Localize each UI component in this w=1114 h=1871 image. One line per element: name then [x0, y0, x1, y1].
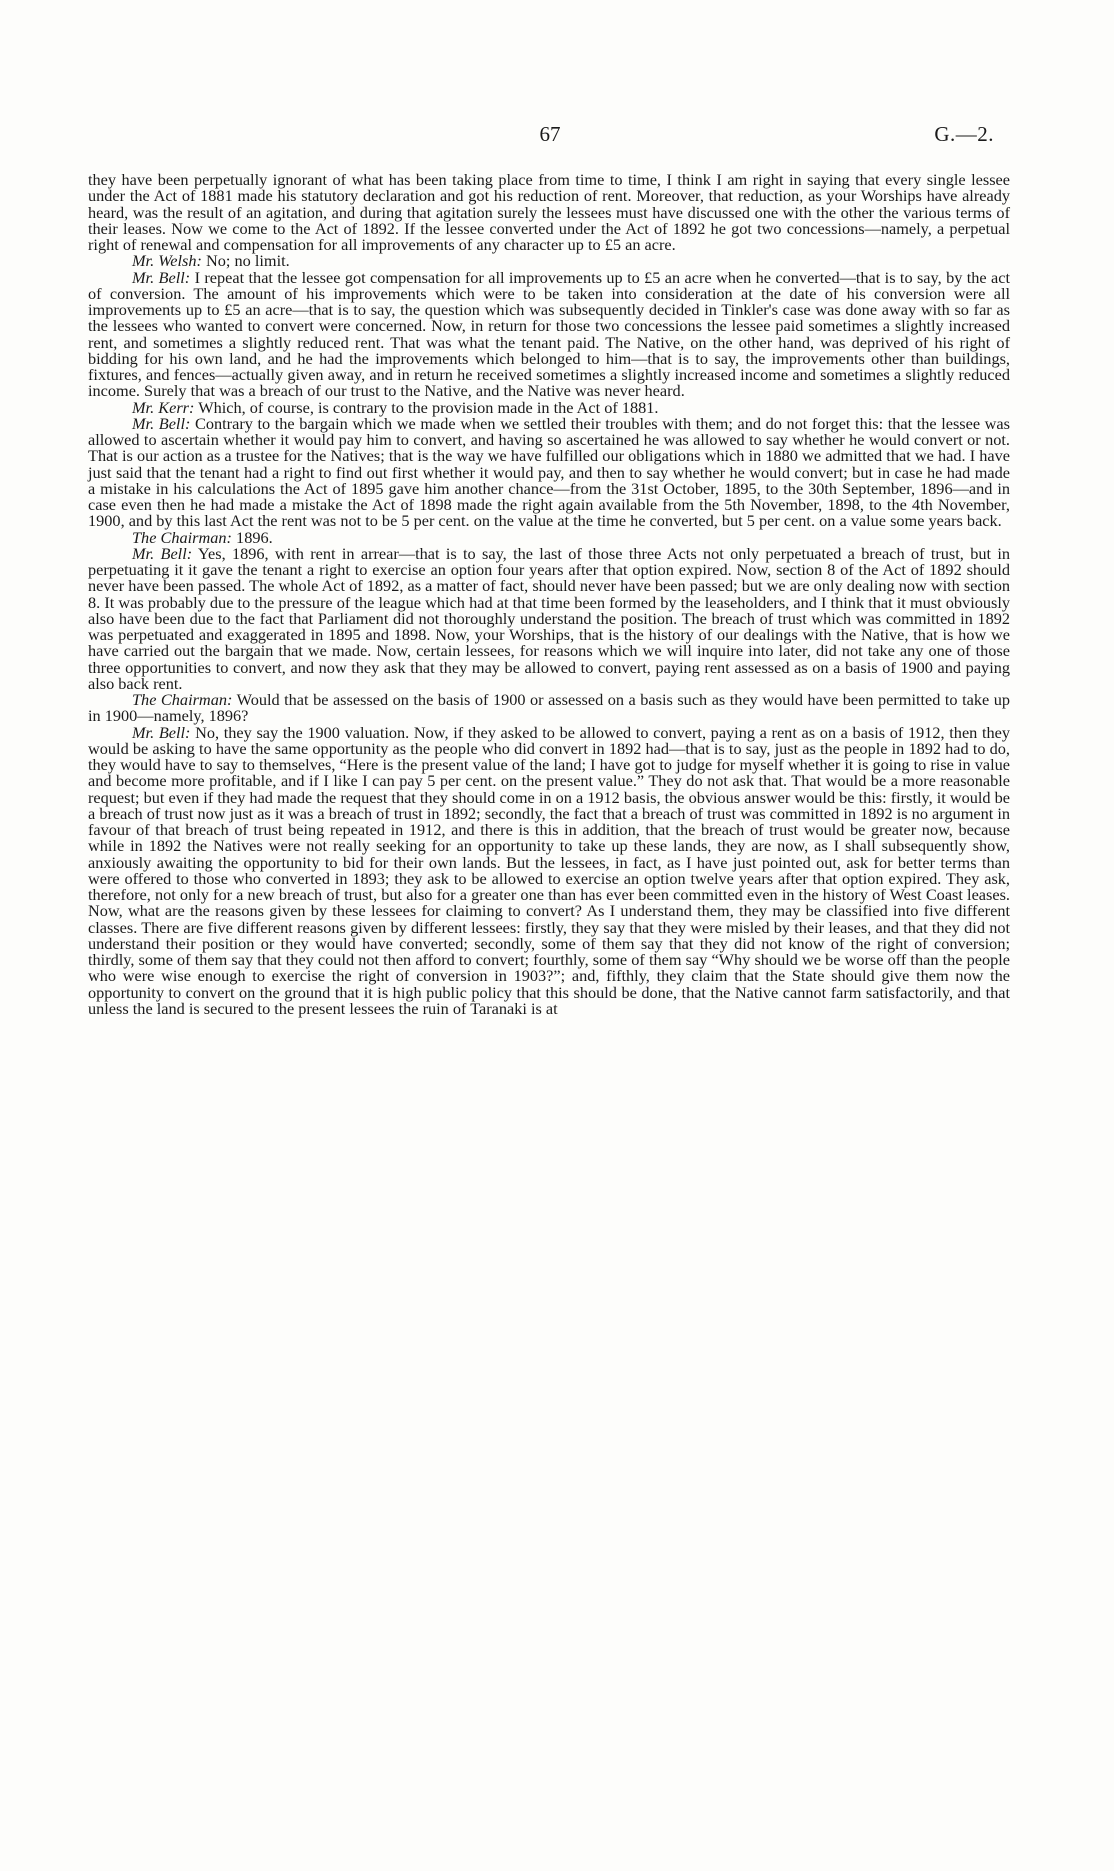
- speaker-name: The Chairman:: [132, 690, 233, 709]
- paragraph-text: No, they say the 1900 valuation. Now, if they asked to be allowed to convert, paying a rent as on a basis of 1912, then they would be asking to have the same opportunity as the people who did convert in 1892 had—that is to say, just as the people in 1892 had to do, they would have to say to themselves, “Here is the present value of the land; I have got to judge for myself whether it is going to rise in value and become more profitable, and if I like I can pay 5 per cent. on the present value.” They do not ask that. That would be a more reasonable request; but even if they had made the request that they should come in on a 1912 basis, the obvious answer would be this: firstly, it would be a breach of trust now just as it was a breach of trust in 1892; secondly, the fact that a breach of trust was committed in 1892 is no argument in favour of that breach of trust being repeated in 1912, and there is this in addition, that the breach of trust would be greater now, because while in 1892 the Natives were not really seeking for an opportunity to take up these lands, they are now, as I shall subsequently show, anxiously awaiting the opportunity to bid for their own lands. But the lessees, in fact, as I have just pointed out, ask for better terms than were offered to those who converted in 1893; they ask to be allowed to exercise an option twelve years after that option expired. They ask, therefore, not only for a new breach of trust, but also for a greater one than has ever been committed even in the history of West Coast leases. Now, what are the reasons given by these lessees for claiming to convert? As I understand them, they may be classified into five different classes. There are five different reasons given by different lessees: firstly, they say that they were misled by their leases, and that they did not understand their position or they would have converted; secondly, some of them say that they did not know of the right of conversion; thirdly, some of them say that they could not then afford to convert; fourthly, some of them say “Why should we be worse off than the people who were wise enough to exercise the right of conversion in 1903?”; and, fifthly, they claim that the State should give them now the opportunity to convert on the ground that it is high public policy that this should be done, that the Native cannot farm satisfactorily, and that unless the land is secured to the present lessees the ruin of Taranaki is at: [88, 722, 1011, 1018]
- paragraph: [88, 413, 1010, 531]
- paragraph-text: No; no limit.: [206, 251, 290, 271]
- document-body: [88, 172, 1010, 1017]
- paragraph-text: I repeat that the lessee got compensation for all improvements up to £5 an acre when he converted—that is to say, by the act of conversion. The amount of his improvements which were to be taken into consideration at the date of his conversion were all improvements up to £5 an acre—that is to say, the question which was subsequently decided in Tinkler's case was done away with so far as the lessees who wanted to convert were concerned. Now, in return for those two concessions the lessee paid sometimes a slightly increased rent, and sometimes a slightly reduced rent. That was what the tenant paid. The Native, on the other hand, was deprived of his right of bidding for his own land, and he had the improvements which belonged to him—that is to say, the improvements other than buildings, fixtures, and fences—actually given away, and in return he received sometimes a slightly increased income and sometimes a slightly reduced income. Surely that was a breach of our trust to the Native, and the Native was never heard.: [88, 267, 1010, 401]
- speaker-name: Mr. Bell:: [132, 267, 191, 287]
- paragraph: [88, 543, 1010, 693]
- speaker-name: Mr. Bell:: [132, 543, 193, 563]
- page-header: [0, 122, 1114, 152]
- page-number: 67: [539, 122, 561, 146]
- paragraph-text: 1896.: [236, 527, 273, 547]
- paragraph-text: Which, of course, is contrary to the provision made in the Act of 1881.: [198, 397, 659, 417]
- paragraph-text: they have been perpetually ignorant of what has been taking place from time to time, I think I am right in saying that every single lessee under the Act of 1881 made his statutory declaration and got his reduction of rent. Moreover, that reduction, as your Worships have already heard, was the result of an agitation, and during that agitation surely the lessees must have discussed one with the other the various terms of their leases. Now we come to the Act of 1892. If the lessee converted under the Act of 1892 he got two concessions—namely, a perpetual right of renewal and compensation for all improvements of any character up to £5 an acre.: [88, 170, 1010, 254]
- paragraph-text: Contrary to the bargain which we made when we settled their troubles with them; and do not forget this: that the lessee was allowed to ascertain whether it would pay him to convert, and having so ascertained he was allowed to say whether he would convert or not. That is our action as a trustee for the Natives; that is the way we have fulfilled our obligations which in 1880 we admitted that we had. I have just said that the tenant had a right to find out first whether it would pay, and then to say whether he would convert; but in case he had made a mistake in his calculations the Act of 1895 gave him another chance—from the 31st October, 1895, to the 30th September, 1896—and in case even then he had made a mistake the Act of 1898 made the right again available from the 5th November, 1898, to the 4th November, 1900, and by this last Act the rent was not to be 5 per cent. on the value at the time he converted, but 5 per cent. on a value some years back.: [88, 413, 1010, 531]
- speaker-name: Mr. Bell:: [132, 413, 191, 433]
- paragraph-text: Yes, 1896, with rent in arrear—that is to say, the last of those three Acts not only perpetuated a breach of trust, but in perpetuating it it gave the tenant a right to exercise an option four years after that option expired. Now, section 8 of the Act of 1892 should never have been passed. The whole Act of 1892, as a matter of fact, should never have been passed; but we are only dealing now with section 8. It was probably due to the pressure of the league which had at that time been formed by the leaseholders, and I think that it must obviously also have been due to the fact that Parliament did not thoroughly understand the position. The breach of trust which was committed in 1892 was perpetuated and exaggerated in 1895 and 1898. Now, your Worships, that is the history of our dealings with the Native, that is how we have carried out the bargain that we made. Now, certain lessees, for reasons which we will inquire into later, did not take any one of those three opportunities to convert, and now they ask that they may be allowed to convert, paying rent assessed as on a basis of 1900 and paying also back rent.: [88, 543, 1010, 693]
- document-code: G.—2.: [934, 122, 994, 146]
- paragraph: [88, 722, 1011, 1018]
- speaker-name: Mr. Kerr:: [132, 397, 195, 417]
- speaker-name: The Chairman:: [132, 527, 232, 547]
- speaker-name: Mr. Welsh:: [132, 251, 202, 271]
- paragraph-text: Would that be assessed on the basis of 1900 or assessed on a basis such as they would have been permitted to take up in 1900—namely, 1896?: [88, 690, 1010, 726]
- paragraph: [88, 172, 1010, 253]
- paragraph: [88, 692, 1010, 725]
- paragraph: [88, 267, 1010, 401]
- speaker-name: Mr. Bell:: [132, 722, 191, 742]
